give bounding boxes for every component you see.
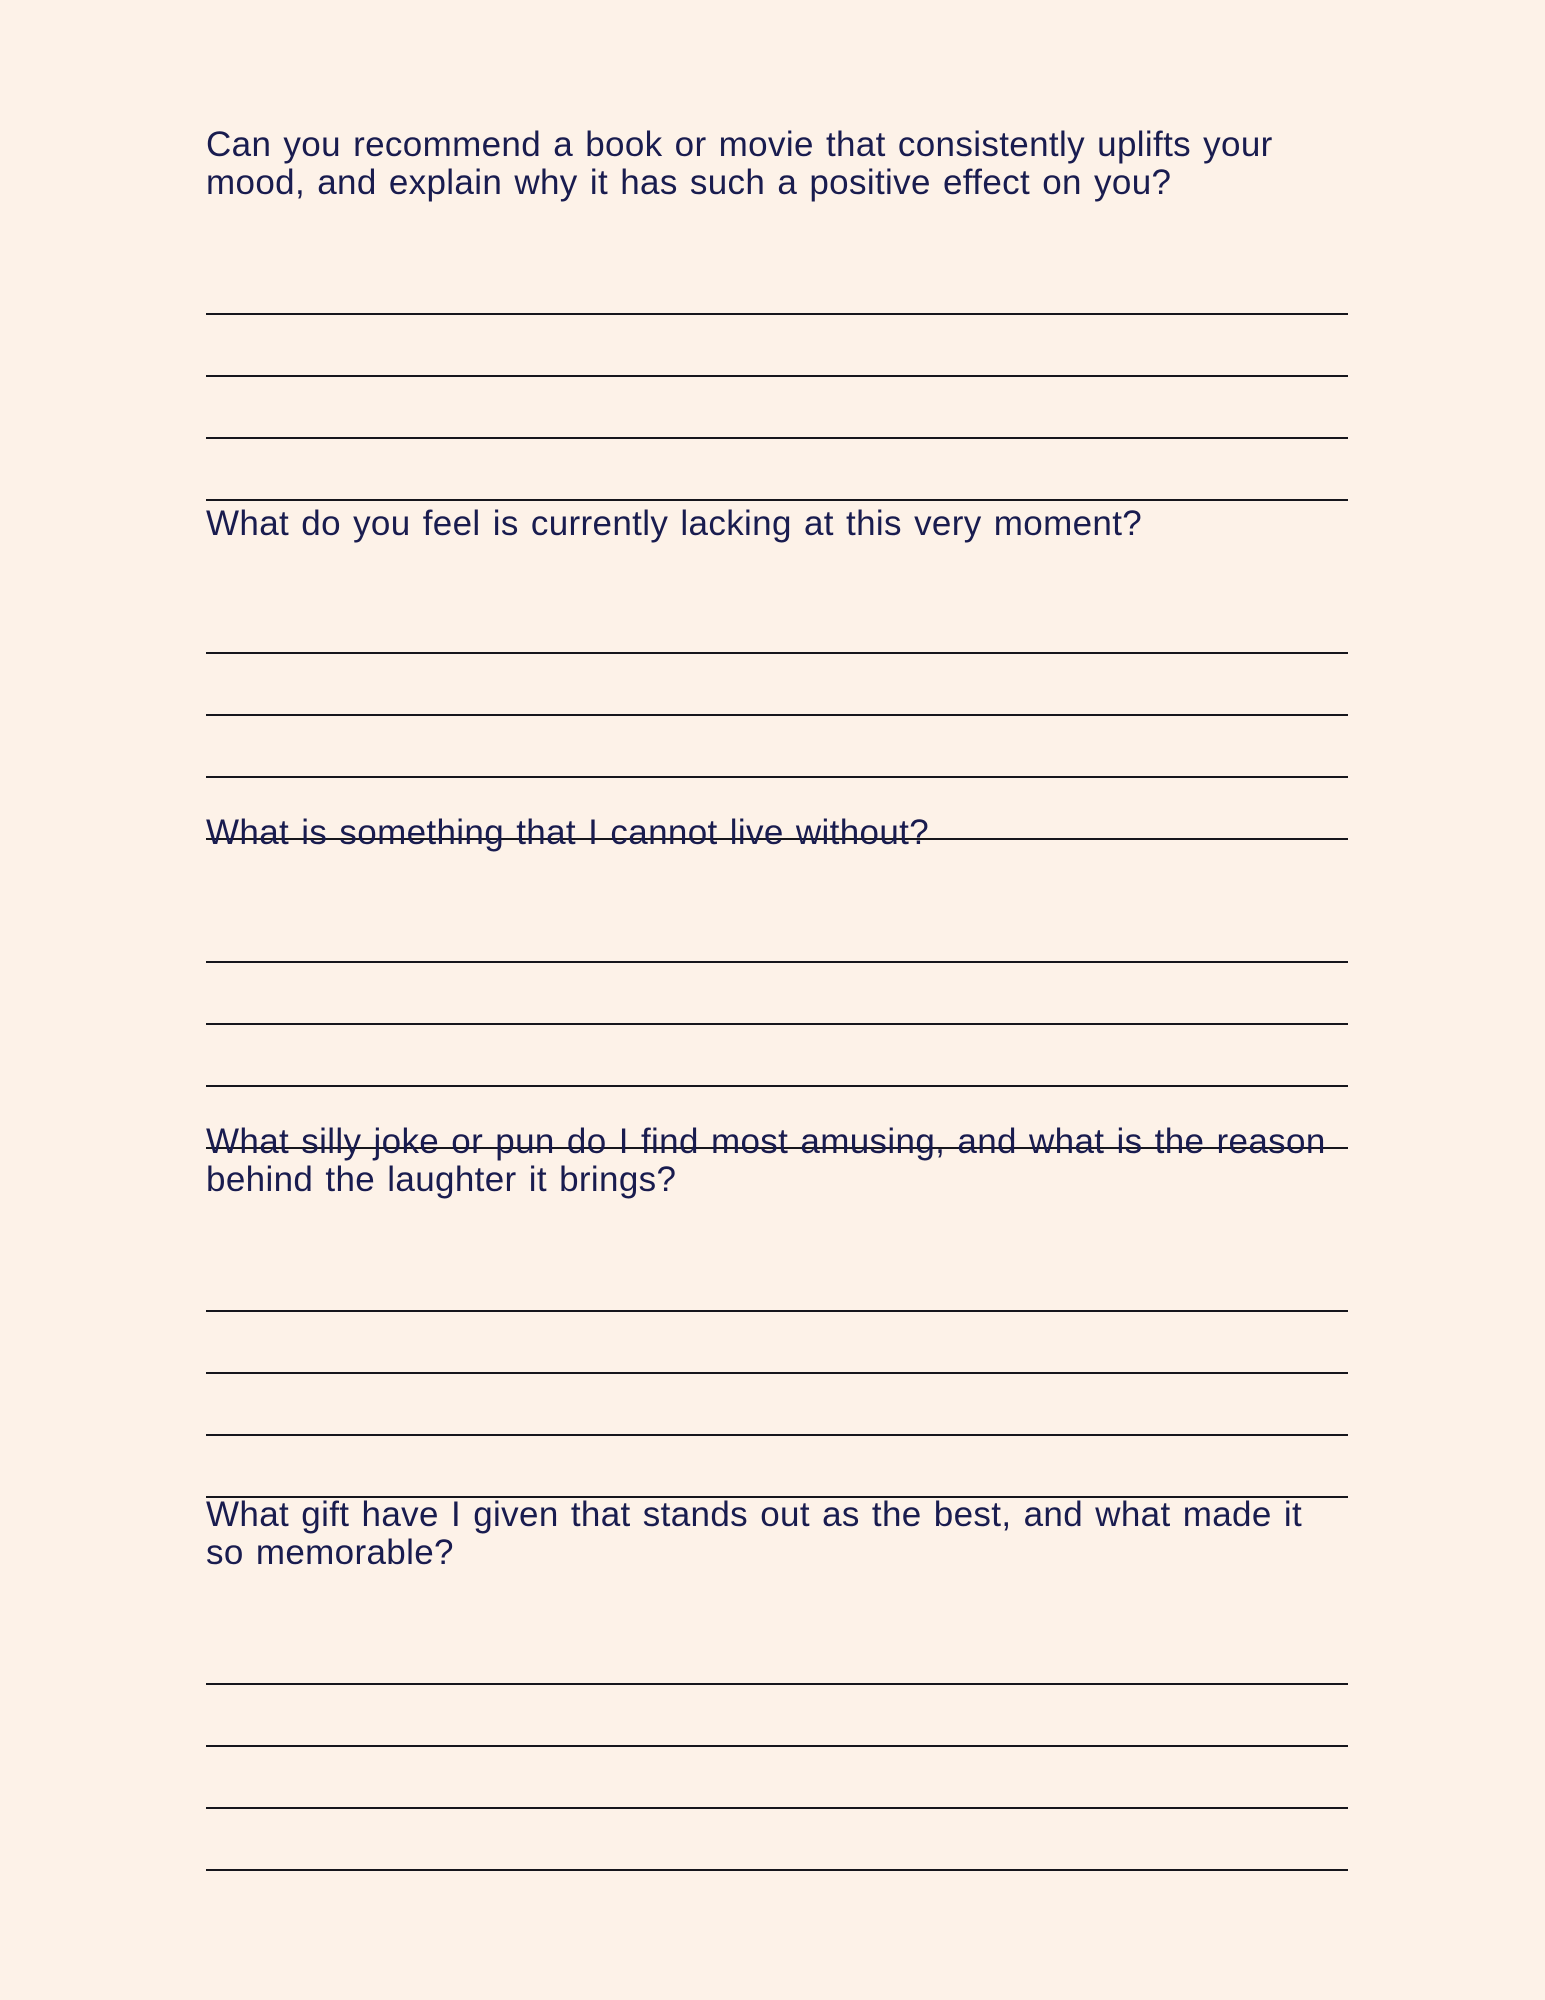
answer-line[interactable] bbox=[206, 439, 1348, 501]
question-gap-5 bbox=[206, 1572, 1348, 1623]
answer-line[interactable] bbox=[206, 1685, 1348, 1747]
prompt-question-3: What is something that I cannot live without? bbox=[206, 813, 930, 852]
prompt-block-4 bbox=[206, 1123, 1348, 1498]
prompt-question-5: What gift have I given that stands out as the best, and what made it so memorable? bbox=[206, 1495, 1303, 1572]
answer-line[interactable] bbox=[206, 592, 1348, 654]
answer-line[interactable] bbox=[206, 315, 1348, 377]
answer-lines-3[interactable] bbox=[206, 901, 1348, 1149]
prompt-block-3 bbox=[206, 814, 1348, 1149]
answer-line[interactable] bbox=[206, 1312, 1348, 1374]
answer-lines-2[interactable] bbox=[206, 592, 1348, 840]
question-gap-2 bbox=[206, 543, 1348, 592]
prompt-question-1: Can you recommend a book or movie that consistently uplifts your mood, and explain why it has such a positive effect on you? bbox=[206, 125, 1273, 202]
prompt-block-5 bbox=[206, 1496, 1348, 1871]
prompt-block-2 bbox=[206, 505, 1348, 840]
answer-line[interactable] bbox=[206, 1623, 1348, 1685]
answer-line[interactable] bbox=[206, 1436, 1348, 1498]
answer-line[interactable] bbox=[206, 901, 1348, 963]
question-gap-4 bbox=[206, 1199, 1348, 1250]
answer-lines-4[interactable] bbox=[206, 1250, 1348, 1498]
answer-line[interactable] bbox=[206, 1809, 1348, 1871]
answer-line[interactable] bbox=[206, 1747, 1348, 1809]
answer-line[interactable] bbox=[206, 377, 1348, 439]
prompt-question-4: What silly joke or pun do I find most amusing, and what is the reason behind the laughter it brings? bbox=[206, 1122, 1326, 1199]
answer-line[interactable] bbox=[206, 716, 1348, 778]
answer-line[interactable] bbox=[206, 1250, 1348, 1312]
answer-line[interactable] bbox=[206, 253, 1348, 315]
answer-line[interactable] bbox=[206, 963, 1348, 1025]
answer-line[interactable] bbox=[206, 1025, 1348, 1087]
answer-line[interactable] bbox=[206, 654, 1348, 716]
prompt-question-2: What do you feel is currently lacking at this very moment? bbox=[206, 504, 1143, 543]
question-gap-3 bbox=[206, 852, 1348, 901]
answer-lines-5[interactable] bbox=[206, 1623, 1348, 1871]
answer-line[interactable] bbox=[206, 1374, 1348, 1436]
question-gap-1 bbox=[206, 202, 1348, 253]
prompt-block-1 bbox=[206, 126, 1348, 501]
answer-lines-1[interactable] bbox=[206, 253, 1348, 501]
